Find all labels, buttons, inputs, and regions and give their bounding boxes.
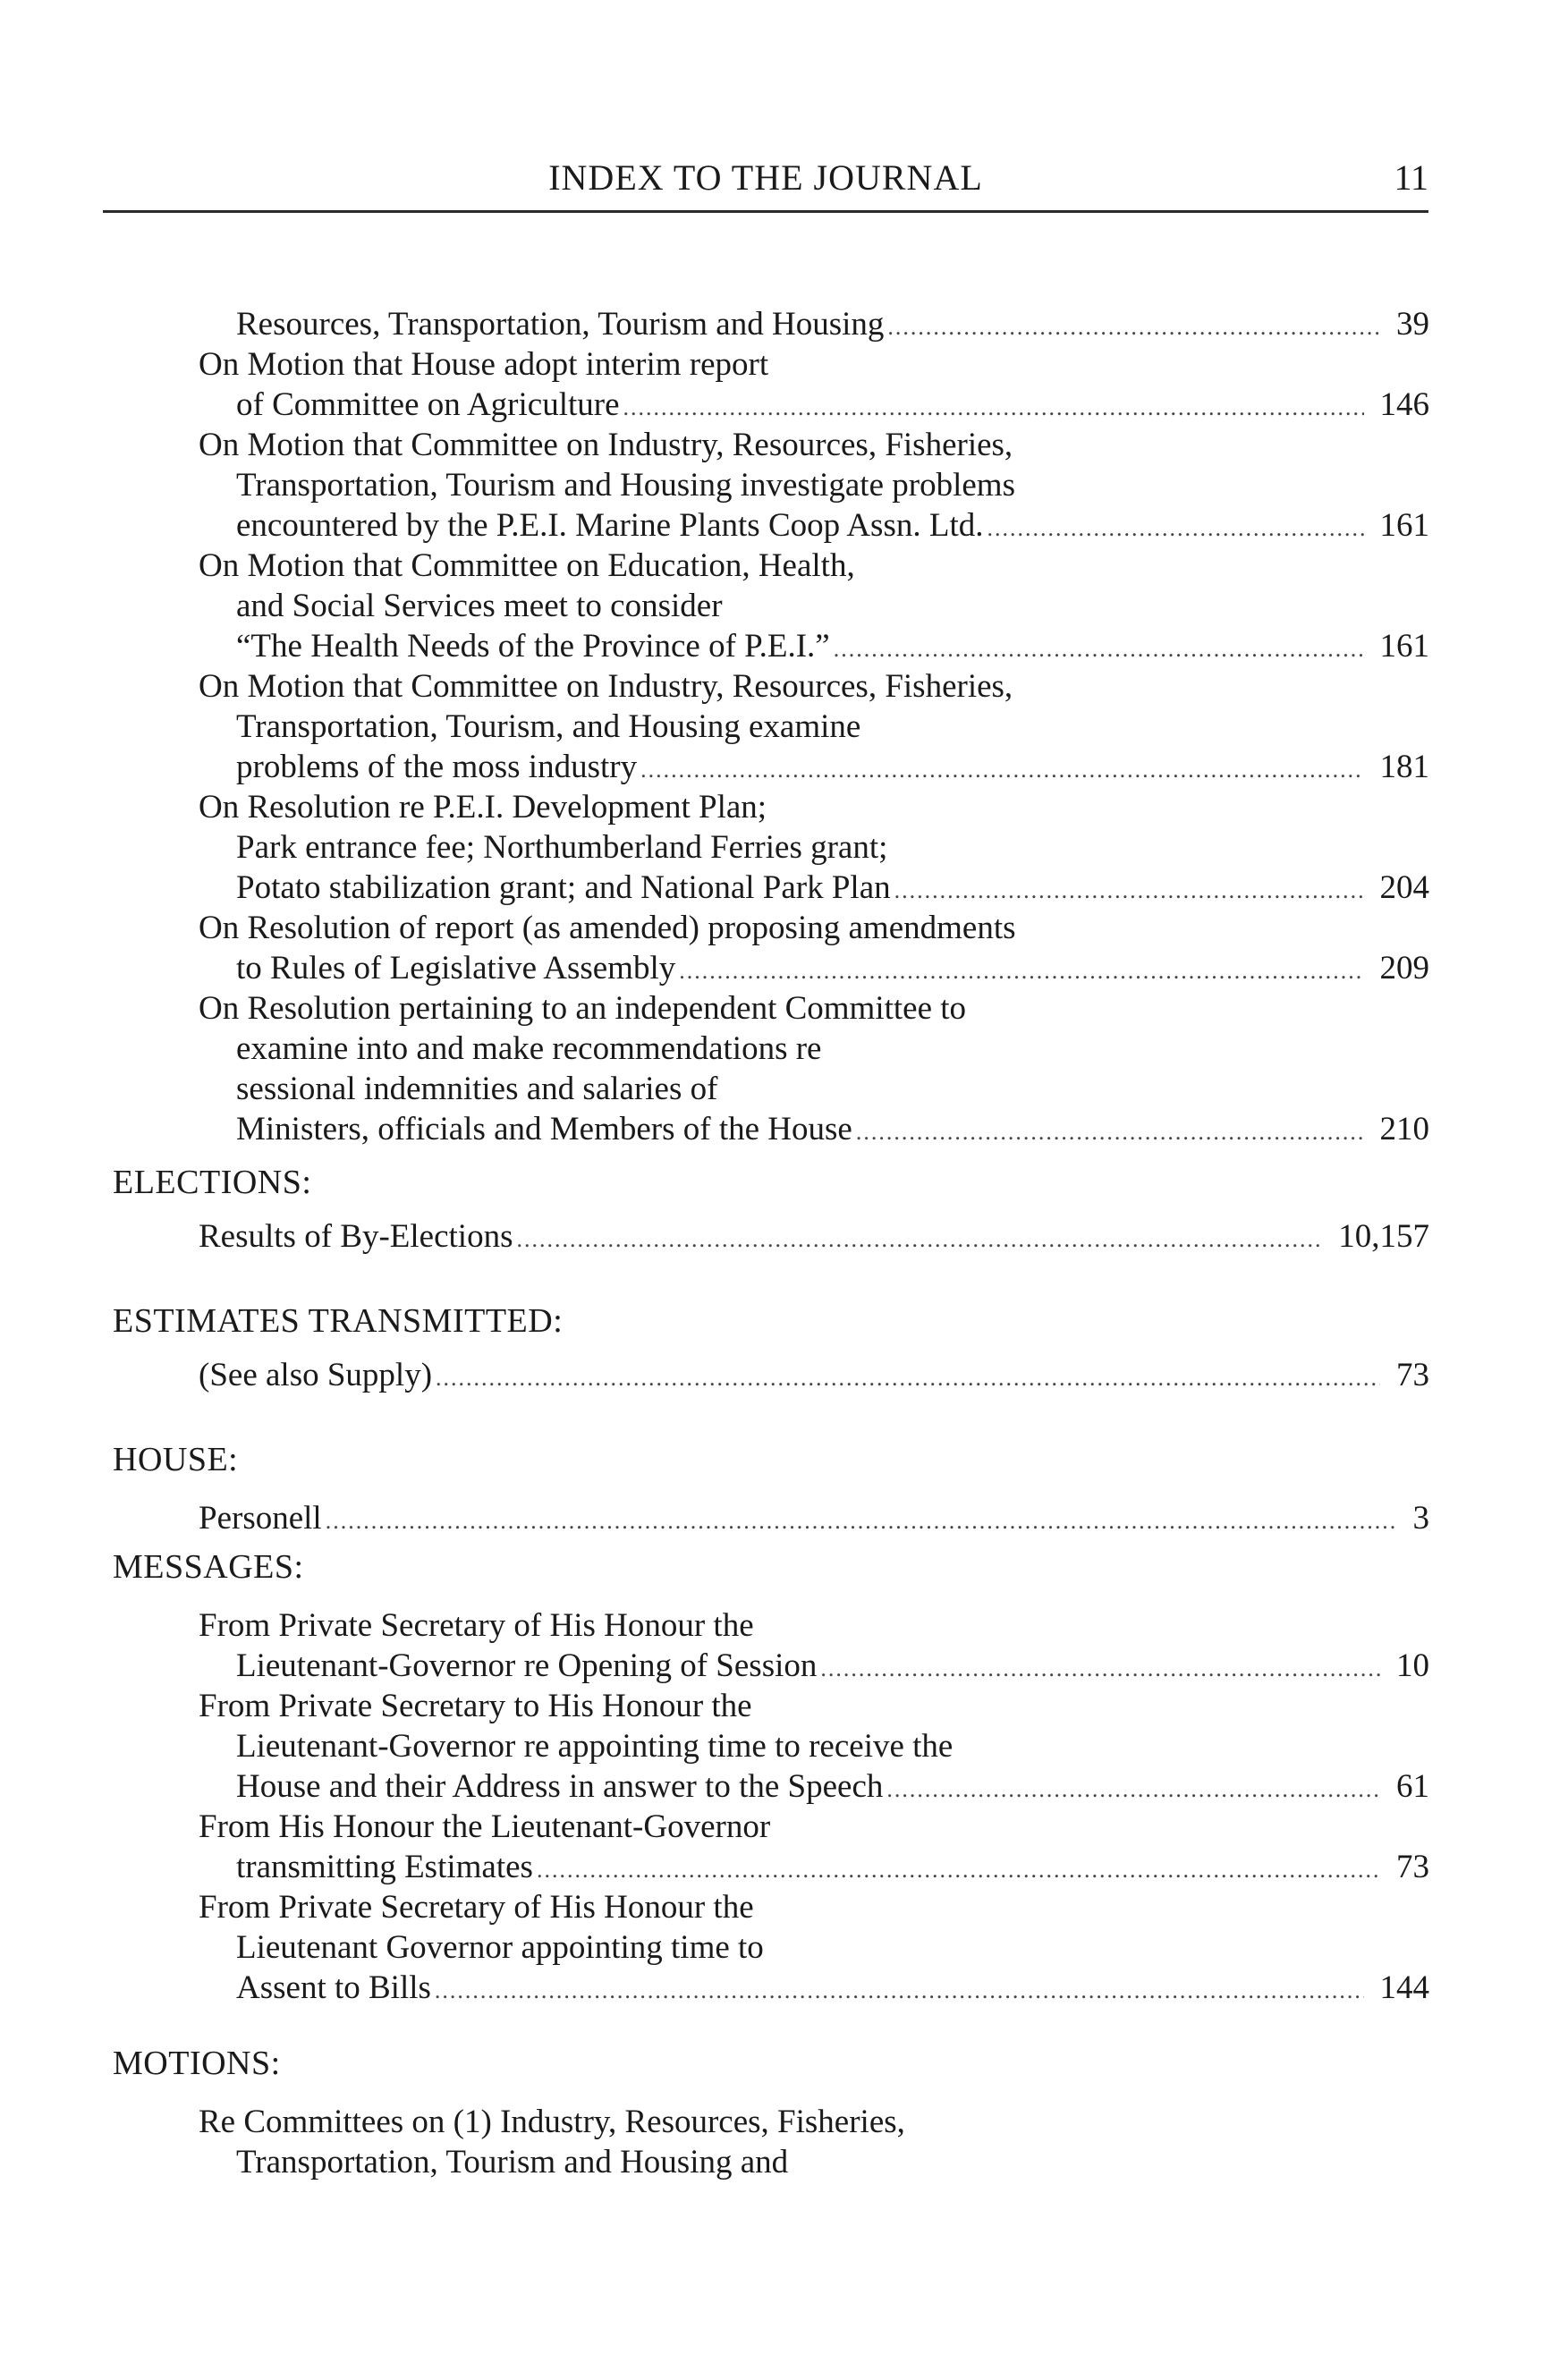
page-reference: 3 [1412, 1500, 1429, 1537]
entry-text: “The Health Needs of the Province of P.E.I.” [236, 628, 830, 665]
dot-leader [987, 508, 1363, 548]
entry-text: of Committee on Agriculture [236, 386, 620, 423]
entry-text: Transportation, Tourism and Housing and [236, 2144, 789, 2180]
page-reference: 204 [1379, 869, 1429, 906]
entry-text: From Private Secretary to His Honour the [199, 1688, 752, 1724]
section-heading: MOTIONS: [113, 2045, 281, 2082]
entry-text: On Resolution re P.E.I. Development Plan; [199, 789, 767, 826]
index-entry [236, 868, 1429, 908]
entry-text: Lieutenant-Governor re Opening of Session [236, 1647, 818, 1684]
dot-leader [537, 1850, 1380, 1890]
index-entry [199, 1355, 1429, 1395]
page-reference: 39 [1396, 306, 1429, 343]
index-entry [199, 546, 855, 586]
entry-text: On Resolution pertaining to an independent Committee to [199, 990, 967, 1027]
page-reference: 161 [1379, 507, 1429, 544]
index-entry [236, 385, 1429, 425]
entry-text: Potato stabilization grant; and National Park Plan [236, 869, 891, 906]
page-reference: 209 [1379, 950, 1429, 987]
index-entry [199, 787, 767, 827]
index-entry [236, 304, 1429, 344]
entry-text: sessional indemnities and salaries of [236, 1071, 718, 1107]
index-entry [236, 827, 887, 868]
index-entry [236, 707, 860, 747]
index-entry [199, 908, 1016, 948]
page-reference: 210 [1379, 1111, 1429, 1147]
entry-text: On Motion that Committee on Industry, Resources, Fisheries, [199, 668, 1013, 705]
entry-text: Ministers, officials and Members of the House [236, 1111, 852, 1147]
section-heading: ESTIMATES TRANSMITTED: [113, 1302, 564, 1340]
index-entry [236, 1766, 1429, 1807]
index-entry [199, 425, 1013, 465]
entry-text: Park entrance fee; Northumberland Ferries grant; [236, 829, 888, 866]
index-entry [236, 626, 1429, 666]
index-entry [236, 1029, 821, 1069]
dot-leader [887, 307, 1380, 347]
dot-leader [834, 629, 1364, 669]
index-entry [199, 988, 966, 1029]
page-title: INDEX TO THE JOURNAL [548, 157, 983, 198]
dot-leader [820, 1648, 1380, 1689]
section-heading: ELECTIONS: [113, 1164, 312, 1201]
entry-text: Transportation, Tourism, and Housing examine [236, 708, 861, 745]
entry-text: On Motion that House adopt interim report [199, 346, 769, 383]
page-reference: 144 [1379, 1969, 1429, 2006]
index-entry [199, 1686, 752, 1726]
index-entry [236, 465, 1015, 505]
index-entry [199, 1807, 770, 1847]
entry-text: On Motion that Committee on Industry, Resources, Fisheries, [199, 427, 1013, 463]
index-entry [199, 1216, 1429, 1257]
entry-text: problems of the moss industry [236, 749, 638, 785]
page-reference: 146 [1379, 386, 1429, 423]
section-heading: HOUSE: [113, 1441, 239, 1478]
index-entry [199, 666, 1013, 707]
dot-leader [886, 1769, 1380, 1809]
entry-text: Lieutenant Governor appointing time to [236, 1929, 764, 1966]
page-reference: 10,157 [1338, 1218, 1429, 1255]
index-entry [236, 2142, 788, 2182]
index-entry [236, 586, 723, 626]
section-heading: MESSAGES: [113, 1548, 304, 1586]
index-entry [199, 1605, 754, 1646]
dot-leader [623, 387, 1364, 428]
entry-text: encountered by the P.E.I. Marine Plants Coop Assn. Ltd. [236, 507, 984, 544]
entry-text: From Private Secretary of His Honour the [199, 1607, 754, 1644]
dot-leader [679, 951, 1363, 991]
dot-leader [326, 1501, 1397, 1541]
index-entry [236, 747, 1429, 787]
entry-text: Transportation, Tourism and Housing investigate problems [236, 467, 1015, 504]
entry-text: Lieutenant-Governor re appointing time to receive the [236, 1728, 954, 1765]
dot-leader [436, 1358, 1380, 1398]
index-entry [236, 1847, 1429, 1887]
page-reference: 10 [1396, 1647, 1429, 1684]
dot-leader [856, 1112, 1364, 1152]
entry-text: On Resolution of report (as amended) proposing amendments [199, 910, 1016, 946]
entry-text: From His Honour the Lieutenant-Governor [199, 1808, 771, 1845]
index-entry [236, 1646, 1429, 1686]
page-reference: 73 [1396, 1357, 1429, 1393]
page-reference: 181 [1379, 749, 1429, 785]
entry-text: and Social Services meet to consider [236, 588, 723, 624]
entry-text: House and their Address in answer to the Speech [236, 1768, 884, 1805]
index-entry [236, 1726, 953, 1766]
entry-text: From Private Secretary of His Honour the [199, 1889, 754, 1926]
page-reference: 61 [1396, 1768, 1429, 1805]
entry-text: On Motion that Committee on Education, Health, [199, 547, 855, 584]
entry-text: (See also Supply) [199, 1357, 433, 1393]
page-reference: 73 [1396, 1849, 1429, 1885]
index-entry [236, 1069, 717, 1109]
entry-text: Results of By-Elections [199, 1218, 513, 1255]
index-entry [199, 1887, 754, 1927]
dot-leader [640, 749, 1363, 790]
entry-text: Personell [199, 1500, 322, 1537]
index-entry [236, 1927, 764, 1968]
entry-text: to Rules of Legislative Assembly [236, 950, 676, 987]
page-number: 11 [1394, 157, 1428, 198]
dot-leader [435, 1970, 1364, 2011]
entry-text: Resources, Transportation, Tourism and Housing [236, 306, 885, 343]
index-entry [236, 505, 1429, 546]
entry-text: Re Committees on (1) Industry, Resources, Fisheries, [199, 2104, 905, 2140]
entry-text: Assent to Bills [236, 1969, 431, 2006]
index-entry [199, 1498, 1429, 1538]
index-entry [236, 1968, 1429, 2008]
page-reference: 161 [1379, 628, 1429, 665]
entry-text: examine into and make recommendations re [236, 1030, 822, 1067]
dot-leader [894, 870, 1364, 910]
dot-leader [516, 1219, 1322, 1259]
index-entry [236, 1109, 1429, 1149]
index-entry [236, 948, 1429, 988]
index-entry [199, 2102, 905, 2142]
entry-text: transmitting Estimates [236, 1849, 533, 1885]
index-entry [199, 344, 768, 385]
